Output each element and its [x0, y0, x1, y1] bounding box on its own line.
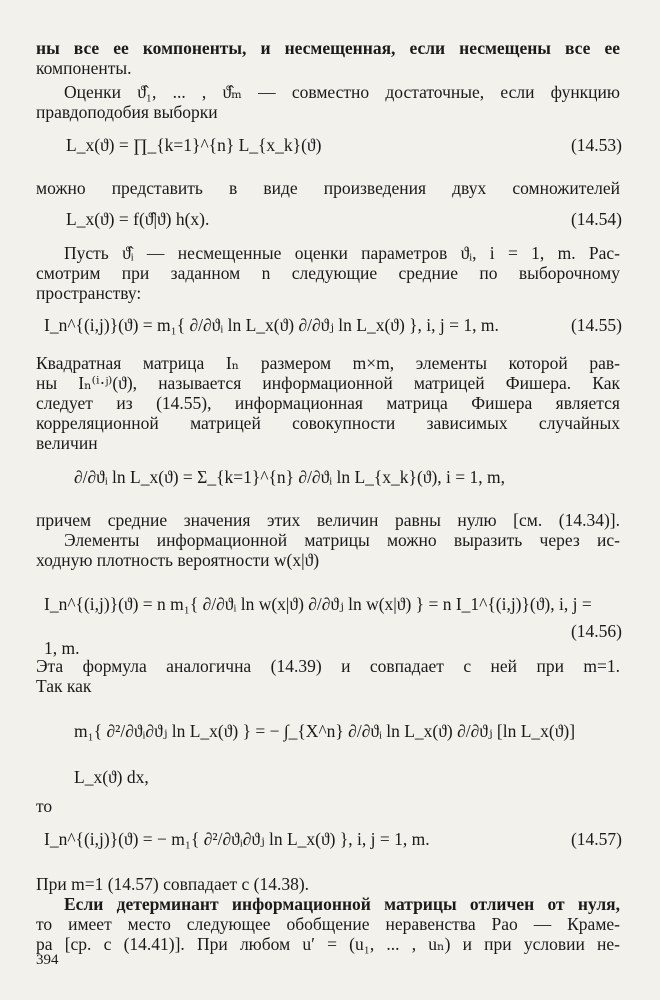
equation-number: (14.57) [570, 829, 622, 849]
text-line: Пусть ϑ̂ᵢ — несмещенные оценки параметров ϑᵢ, i = 1, m. Рас- [64, 243, 620, 263]
equation-number: (14.55) [570, 315, 622, 335]
text-line: смотрим при заданном n следующие средние по выборочному [36, 263, 620, 283]
text-line: следует из (14.55), информационная матрица Фишера является [36, 393, 620, 413]
equation-fisher-hessian: m₁{ ∂²/∂ϑᵢ∂ϑⱼ ln L_x(ϑ) } = − ∫_{X^n} ∂/∂ϑᵢ ln L_x(ϑ) ∂/∂ϑⱼ [ln L_x(ϑ)] L_x(ϑ) dx, [74, 721, 576, 787]
equation-number: (14.54) [570, 209, 622, 229]
text-line: ны Iₙ⁽ⁱ·ʲ⁾(ϑ), называется информационной матрицей Фишера. Как [36, 373, 620, 393]
text-line: то [36, 796, 53, 816]
equation-14-56: I_n^{(i,j)}(ϑ) = n m₁{ ∂/∂ϑᵢ ln w(x|ϑ) ∂/∂ϑⱼ ln w(x|ϑ) } = n I_1^{(i,j)}(ϑ), i, j = 1, m. [44, 594, 592, 658]
equation-14-53: L_x(ϑ) = ∏_{k=1}^{n} L_{x_k}(ϑ) [66, 135, 322, 155]
equation-score-sum: ∂/∂ϑᵢ ln L_x(ϑ) = Σ_{k=1}^{n} ∂/∂ϑᵢ ln L_{x_k}(ϑ), i = 1, m, [74, 467, 505, 487]
text-line: компоненты. [36, 58, 132, 78]
text-line: пространству: [36, 283, 142, 303]
text-line: ходную плотность вероятности w(x|ϑ) [36, 550, 320, 570]
equation-14-54: L_x(ϑ) = f(ϑ̂|ϑ) h(x). [66, 209, 210, 229]
equation-number: (14.56) [570, 621, 622, 641]
text-line: Если детерминант информационной матрицы отличен от нуля, [64, 894, 620, 914]
text-line: величин [36, 433, 98, 453]
text-line: Оценки ϑ̂₁, ... , ϑ̂ₘ — совместно достаточные, если функцию [64, 82, 620, 102]
text-line: Эта формула аналогична (14.39) и совпадает с ней при m=1. [36, 656, 620, 676]
page-number: 394 [36, 952, 59, 968]
text-line: то имеет место следующее обобщение неравенства Рао — Краме- [36, 914, 620, 934]
equation-number: (14.53) [570, 135, 622, 155]
equation-14-55: I_n^{(i,j)}(ϑ) = m₁{ ∂/∂ϑᵢ ln L_x(ϑ) ∂/∂ϑⱼ ln L_x(ϑ) }, i, j = 1, m. [44, 315, 499, 335]
equation-14-57: I_n^{(i,j)}(ϑ) = − m₁{ ∂²/∂ϑᵢ∂ϑⱼ ln L_x(ϑ) }, i, j = 1, m. [44, 829, 430, 849]
text-line: причем средние значения этих величин равны нулю [см. (14.34)]. [36, 510, 620, 530]
text-line: правдоподобия выборки [36, 102, 218, 122]
text-line: При m=1 (14.57) совпадает с (14.38). [36, 874, 310, 894]
text-line: Элементы информационной матрицы можно выразить через ис- [64, 530, 620, 550]
text-line: можно представить в виде произведения двух сомножителей [36, 178, 620, 198]
text-line: корреляционной матрицей совокупности зависимых случайных [36, 413, 620, 433]
text-line: ны все ее компоненты, и несмещенная, если несмещены все ее [36, 38, 620, 58]
text-line: Так как [36, 676, 92, 696]
text-line: ра [ср. с (14.41)]. При любом u′ = (u₁, ... , uₙ) и при условии не- [36, 934, 620, 954]
text-line: Квадратная матрица Iₙ размером m×m, элементы которой рав- [36, 353, 620, 373]
